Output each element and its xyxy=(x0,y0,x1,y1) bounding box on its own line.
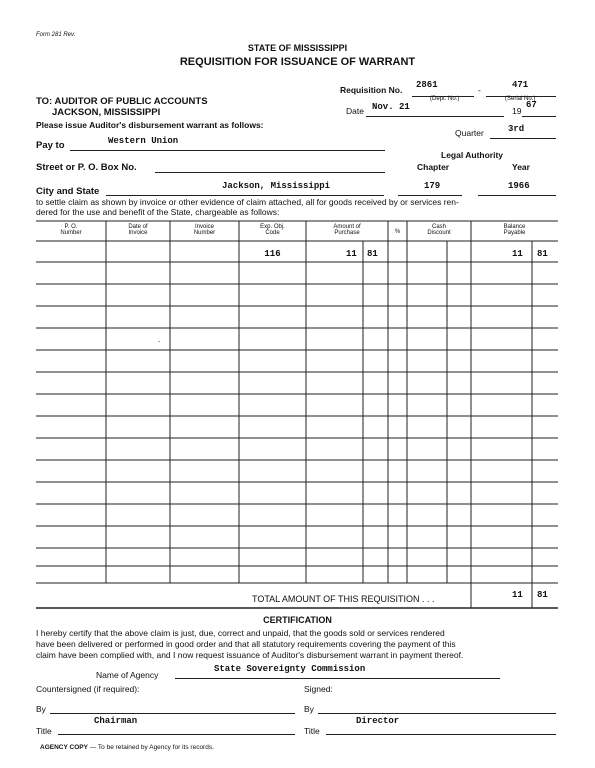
serial-no: 471 xyxy=(512,80,529,90)
year-prefix: 19 xyxy=(512,106,522,116)
certification-line-3: claim have been complied with, and I now request issuance of Auditor's disbursement warrant in payment thereof. xyxy=(36,650,464,660)
total-label: TOTAL AMOUNT OF THIS REQUISITION . . . xyxy=(252,594,435,604)
title-right-value: Director xyxy=(356,716,400,726)
title-right-label: Title xyxy=(304,726,320,736)
settle-text-2: dered for the use and benefit of the State, chargeable as follows: xyxy=(36,207,280,217)
date-label: Date xyxy=(346,106,364,116)
requisition-label: Requisition No. xyxy=(340,85,403,95)
year-value: 67 xyxy=(526,100,537,110)
to-line-2: JACKSON, MISSISSIPPI xyxy=(52,107,161,118)
certification-line-2: have been delivered or performed in good order and that all statutory requirements covering the payment of this xyxy=(36,639,456,649)
agency-value: State Sovereignty Commission xyxy=(214,664,366,674)
stray-mark: - xyxy=(158,339,160,345)
legal-authority-heading: Legal Authority xyxy=(441,150,504,160)
by-right-label: By xyxy=(304,704,314,714)
pay-to-label: Pay to xyxy=(36,140,65,151)
header-invoice: Invoice Number xyxy=(193,224,216,236)
header-amount: Amount of Purchase xyxy=(333,224,361,236)
quarter-label: Quarter xyxy=(455,128,484,138)
date-value: Nov. 21 xyxy=(372,102,410,112)
street-label: Street or P. O. Box No. xyxy=(36,162,137,173)
agency-label: Name of Agency xyxy=(96,670,159,680)
chapter-label: Chapter xyxy=(417,162,450,172)
instruction: Please issue Auditor's disbursement warrant as follows: xyxy=(36,120,264,130)
total-dollars: 11 xyxy=(512,590,523,600)
title-left-value: Chairman xyxy=(94,716,138,726)
year-label: Year xyxy=(512,162,530,172)
pay-to-value: Western Union xyxy=(108,136,179,146)
row-balance-cents: 81 xyxy=(537,249,548,259)
row-amount-cents: 81 xyxy=(367,249,378,259)
countersigned-label: Countersigned (if required): xyxy=(36,684,140,694)
form-code: Form 281 Rev. xyxy=(36,32,76,38)
year-authority-value: 1966 xyxy=(508,181,530,191)
header-cash: Cash Discount xyxy=(427,224,451,236)
dept-caption: (Dept. No.) xyxy=(430,96,460,102)
row-balance-dollars: 11 xyxy=(512,249,523,259)
city-value: Jackson, Mississippi xyxy=(222,181,331,191)
header-po: P. O. Number xyxy=(60,224,82,236)
settle-text-1: to settle claim as shown by invoice or other evidence of claim attached, all for goods received by or services ren- xyxy=(36,197,459,207)
form-title: REQUISITION FOR ISSUANCE OF WARRANT xyxy=(179,56,416,68)
by-left-label: By xyxy=(36,704,46,714)
header-balance: Balance Payable xyxy=(503,224,526,236)
certification-line-1: I hereby certify that the above claim is just, due, correct and unpaid, that the goods sold or services rendered xyxy=(36,628,445,638)
certification-heading: CERTIFICATION xyxy=(263,615,332,625)
header-exp: Exp. Obj. Code xyxy=(260,224,285,236)
quarter-value: 3rd xyxy=(508,124,525,134)
row-amount-dollars: 11 xyxy=(346,249,357,259)
signed-label: Signed: xyxy=(304,684,333,694)
total-cents: 81 xyxy=(537,590,548,600)
header-date: Date of Invoice xyxy=(128,224,148,236)
row-exp-code: 116 xyxy=(264,249,281,259)
title-left-label: Title xyxy=(36,726,52,736)
state-heading: STATE OF MISSISSIPPI xyxy=(247,43,348,53)
serial-caption: (Serial No.) xyxy=(505,96,536,102)
city-label: City and State xyxy=(36,186,100,197)
dept-no: 2861 xyxy=(416,80,438,90)
footer-note: AGENCY COPY — To be retained by Agency for its records. xyxy=(40,744,214,751)
to-line-1: TO: AUDITOR OF PUBLIC ACCOUNTS xyxy=(36,96,208,107)
chapter-value: 179 xyxy=(424,181,441,191)
header-pct: % xyxy=(394,229,401,235)
